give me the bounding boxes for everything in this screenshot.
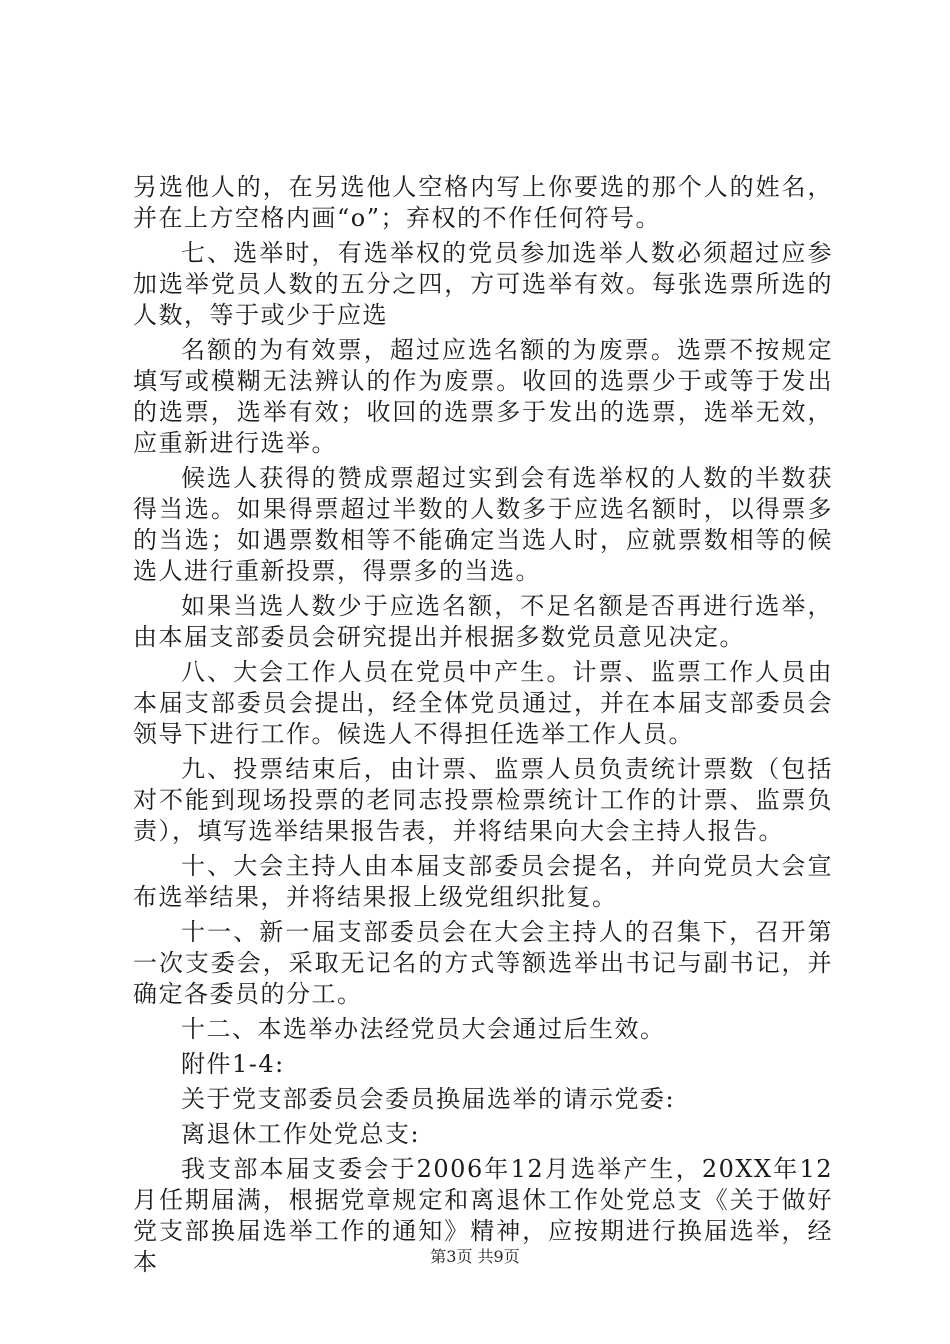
paragraph: 名额的为有效票，超过应选名额的为废票。选票不按规定填写或模糊无法辨认的作为废票。收回的选票少于或等于发出的选票，选举有效；收回的选票多于发出的选票，选举无效，应重新进行选举。 — [133, 336, 833, 457]
paragraph: 七、选举时，有选举权的党员参加选举人数必须超过应参加选举党员人数的五分之四，方可选举有效。每张选票所选的人数，等于或少于应选 — [133, 239, 833, 329]
paragraph: 九、投票结束后，由计票、监票人员负责统计票数（包括对不能到现场投票的老同志投票检票统计工作的计票、监票负责），填写选举结果报告表，并将结果向大会主持人报告。 — [133, 755, 833, 845]
paragraph: 附件1-4: — [181, 1050, 285, 1078]
paragraph: 十、大会主持人由本届支部委员会提名，并向党员大会宣布选举结果，并将结果报上级党组织批复。 — [133, 852, 833, 911]
paragraph: 十一、新一届支部委员会在大会主持人的召集下，召开第一次支委会，采取无记名的方式等额选举出书记与副书记，并确定各委员的分工。 — [133, 918, 833, 1008]
paragraph: 我支部本届支委会于2006年12月选举产生，20XX年12月任期届满，根据党章规定和离退休工作处党总支《关于做好党支部换届选举工作的通知》精神，应按期进行换届选举，经本 — [133, 1155, 833, 1276]
paragraph: 离退休工作处党总支: — [181, 1120, 421, 1148]
paragraph: 另选他人的，在另选他人空格内写上你要选的那个人的姓名，并在上方空格内画“o”；弃权的不作任何符号。 — [133, 173, 833, 232]
paragraph: 八、大会工作人员在党员中产生。计票、监票工作人员由本届支部委员会提出，经全体党员通过，并在本届支部委员会领导下进行工作。候选人不得担任选举工作人员。 — [133, 658, 833, 748]
paragraph: 十二、本选举办法经党员大会通过后生效。 — [181, 1015, 666, 1043]
paragraph: 关于党支部委员会委员换届选举的请示党委: — [181, 1085, 676, 1113]
document-body — [133, 172, 833, 1282]
page-footer: 第3页 共9页 — [430, 1247, 520, 1266]
paragraph: 候选人获得的赞成票超过实到会有选举权的人数的半数获得当选。如果得票超过半数的人数多于应选名额时，以得票多的当选；如遇票数相等不能确定当选人时，应就票数相等的候选人进行重新投票，得票多的当选。 — [133, 464, 833, 585]
paragraph: 如果当选人数少于应选名额，不足名额是否再进行选举，由本届支部委员会研究提出并根据多数党员意见决定。 — [133, 592, 833, 651]
